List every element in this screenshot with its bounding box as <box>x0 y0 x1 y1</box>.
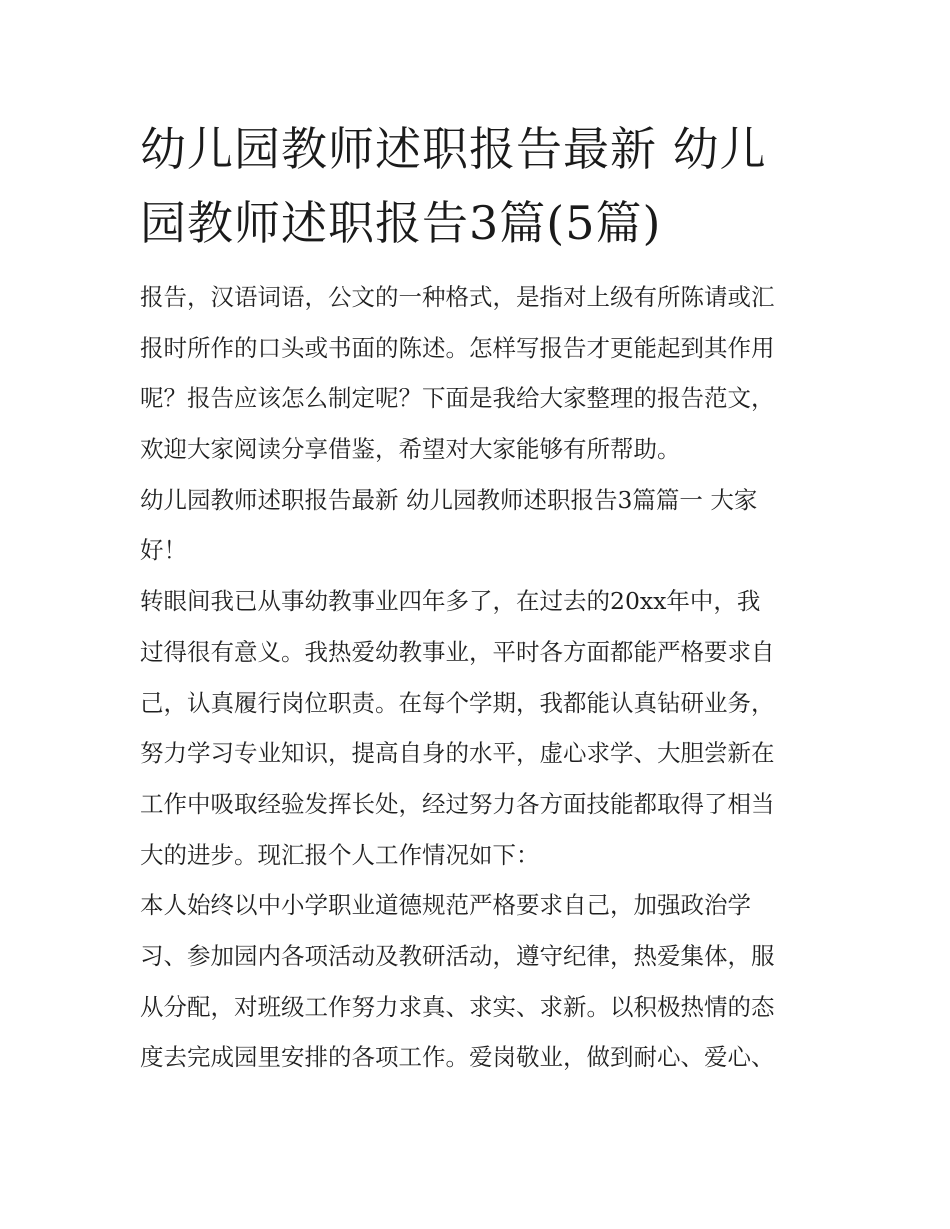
body-line: 报告，汉语词语，公文的一种格式，是指对上级有所陈请或汇 <box>140 283 775 311</box>
body-line: 习、参加园内各项活动及教研活动，遵守纪律，热爱集体，服 <box>140 941 775 970</box>
body-line: 工作中吸取经验发挥长处，经过努力各方面技能都取得了相当 <box>140 789 775 818</box>
title-line: 园教师述职报告3篇(5篇) <box>140 196 662 250</box>
document-body <box>140 272 830 1083</box>
title-line: 幼儿园教师述职报告最新 幼儿 <box>140 122 767 176</box>
body-line: 转眼间我已从事幼教事业四年多了，在过去的20xx年中，我 <box>140 587 761 616</box>
body-line: 本人始终以中小学职业道德规范严格要求自己，加强政治学 <box>140 891 751 920</box>
body-line: 大的进步。现汇报个人工作情况如下： <box>140 840 540 869</box>
body-line: 好！ <box>140 536 187 565</box>
body-line: 幼儿园教师述职报告最新 幼儿园教师述职报告3篇篇一 大家 <box>140 485 758 514</box>
body-line: 从分配，对班级工作努力求真、求实、求新。以积极热情的态 <box>140 992 775 1021</box>
body-line: 呢？报告应该怎么制定呢？下面是我给大家整理的报告范文， <box>140 384 775 413</box>
body-line: 过得很有意义。我热爱幼教事业，平时各方面都能严格要求自 <box>140 637 775 666</box>
body-line: 欢迎大家阅读分享借鉴，希望对大家能够有所帮助。 <box>140 435 681 464</box>
body-line: 报时所作的口头或书面的陈述。怎样写报告才更能起到其作用 <box>140 333 775 362</box>
document-title <box>140 112 820 260</box>
body-line: 努力学习专业知识，提高自身的水平，虚心求学、大胆尝新在 <box>140 739 775 768</box>
body-line: 度去完成园里安排的各项工作。爱岗敬业，做到耐心、爱心、 <box>140 1043 775 1072</box>
body-line: 己，认真履行岗位职责。在每个学期，我都能认真钻研业务， <box>140 688 775 717</box>
